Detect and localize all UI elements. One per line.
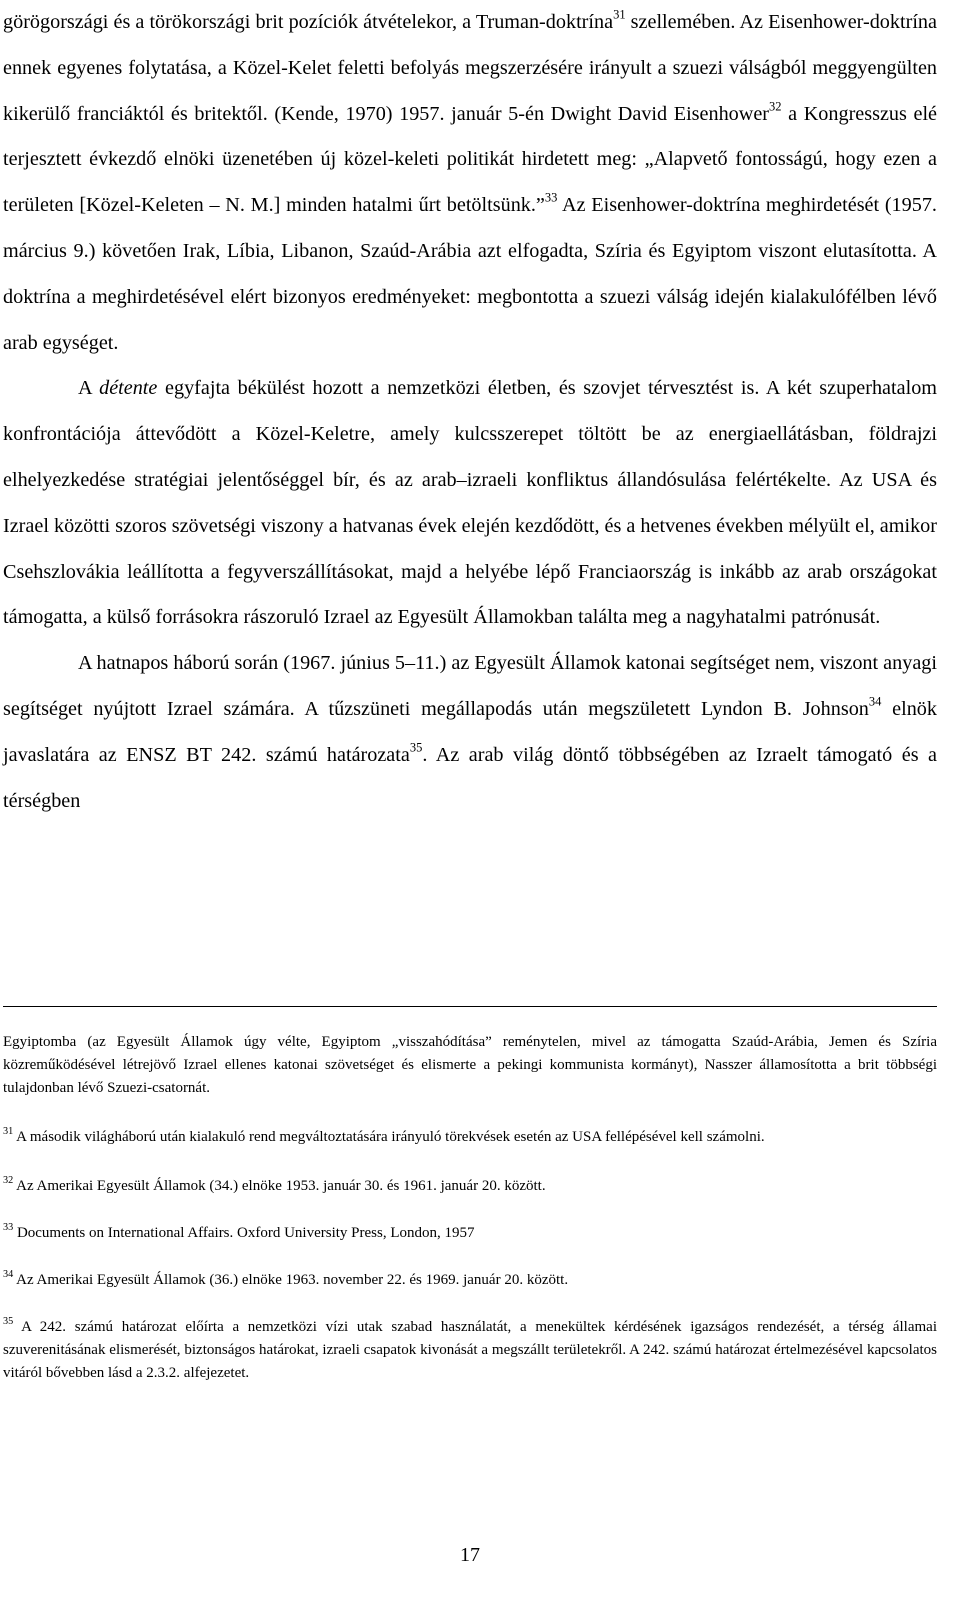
footnote-text: Az Amerikai Egyesült Államok (36.) elnöke 1963. november 22. és 1969. január 20. között. bbox=[13, 1272, 569, 1288]
text-run: szellemében. Az Eisenhower-doktrína ennek egyenes folytatása, a Közel-Kelet feletti befolyás megszerzésére irányult a szuezi válságból meggyengülten kikerülő franciáktól és britektől. (Kende, 1970) 1957. január 5-én Dwight David Eisenhower bbox=[3, 11, 937, 125]
text-run: görögországi és a törökországi brit pozíciók átvételekor, a Truman-doktrína bbox=[3, 11, 614, 33]
footnote-ref-31[interactable]: 31 bbox=[613, 7, 626, 22]
text-run: elnök javaslatára az ENSZ BT 242. számú határozata bbox=[3, 697, 937, 766]
footnote-33 bbox=[3, 1222, 937, 1245]
paragraph-1 bbox=[3, 0, 937, 366]
footnote-ref-32[interactable]: 32 bbox=[769, 99, 782, 114]
footnote-31 bbox=[3, 1126, 937, 1149]
footnote-number: 33 bbox=[3, 1221, 14, 1233]
footnote-34 bbox=[3, 1269, 937, 1292]
footnote-text: A 242. számú határozat előírta a nemzetközi vízi utak szabad használatát, a menekültek kérdésének igazságos rendezését, a térség államai szuverenitásának elismerését, biztonságos határokat, izraeli csapatok kivonását a megszállt területekről. A 242. számú határozat értelmezésével kapcsolatos vitáról bővebben lásd a 2.3.2. alfejezetet. bbox=[3, 1319, 937, 1381]
footnote-text: Documents on International Affairs. Oxford University Press, London, 1957 bbox=[13, 1225, 475, 1241]
text-run: A hatnapos háború során (1967. június 5–11.) az Egyesült Államok katonai segítséget nem, viszont anyagi segítséget nyújtott Izrael számára. A tűzszüneti megállapodás után megszületett Lyndon B. Johnson bbox=[3, 652, 937, 720]
footnote-number: 35 bbox=[3, 1315, 14, 1327]
footnote-ref-34[interactable]: 34 bbox=[868, 694, 882, 709]
footnote-32 bbox=[3, 1175, 937, 1198]
footnote-text: Az Amerikai Egyesült Államok (34.) elnöke 1953. január 30. és 1961. január 20. között. bbox=[13, 1178, 546, 1194]
text-run: Az Eisenhower-doktrína meghirdetését (1957. március 9.) követően Irak, Líbia, Libanon, Szaúd-Arábia azt elfogadta, Szíria és Egyiptom viszont elutasította. A doktrína a meghirdetésével elért bizonyos eredményeket: megbontotta a szuezi válság idején kialakulófélben lévő arab egységet. bbox=[3, 194, 937, 354]
footnote-number: 31 bbox=[3, 1125, 14, 1137]
paragraph-3 bbox=[3, 641, 937, 824]
footnote-continuation: Egyiptomba (az Egyesült Államok úgy vélte, Egyiptom „visszahódítása” reménytelen, mivel az támogatta Szaúd-Arábia, Jemen és Szíria közreműködésével létrejövő Izrael ellenes katonai szövetséget és elismerte a pekingi kommunista kormányt), Nasszer államosította a brit többségi tulajdonban lévő Szuezi-csatornát. bbox=[3, 1034, 937, 1096]
footnote-text: A második világháború után kialakuló rend megváltoztatására irányuló törekvések esetén az USA fellépésével kell számolni. bbox=[13, 1129, 765, 1145]
footnotes bbox=[3, 1031, 937, 1411]
text-run: . Az arab világ döntő többségében az Izraelt támogató és a térségben bbox=[3, 743, 938, 812]
main-text bbox=[3, 0, 937, 824]
footnote-separator bbox=[3, 1006, 937, 1007]
footnote-number: 34 bbox=[3, 1268, 14, 1280]
text-run: egyfajta békülést hozott a nemzetközi életben, és szovjet térvesztést is. A két szuperhatalom konfrontációja áttevődött a Közel-Keletre, amely kulcsszerepet töltött be az energiaellátásban, földrajzi elhelyezkedése stratégiai jelentőséggel bír, és az arab–izraeli konfliktus állandósulása felértékelte. Az USA és Izrael közötti szoros szövetségi viszony a hatvanas évek elején kezdődött, és a hetvenes években mélyült el, amikor Csehszlovákia leállította a fegyverszállításokat, majd a helyébe lépő Franciaország is inkább az arab országokat támogatta, a külső forrásokra rászoruló Izrael az Egyesült Államokban találta meg a nagyhatalmi patrónusát. bbox=[3, 377, 937, 629]
footnote-ref-33[interactable]: 33 bbox=[544, 190, 558, 205]
italic-term: détente bbox=[99, 377, 158, 400]
text-run: A bbox=[78, 377, 100, 400]
footnote-35 bbox=[3, 1316, 937, 1385]
paragraph-2 bbox=[3, 366, 937, 641]
footnote-number: 32 bbox=[3, 1174, 14, 1186]
text-run: a Kongresszus elé terjesztett évkezdő elnöki üzenetében új közel-keleti politikát hirdetett meg: „Alapvető fontosságú, hogy ezen a területen [Közel-Keleten – N. M.] minden hatalmi űrt betöltsünk.” bbox=[3, 102, 938, 217]
page-number: 17 bbox=[460, 1544, 480, 1566]
footnote-ref-35[interactable]: 35 bbox=[409, 740, 423, 755]
